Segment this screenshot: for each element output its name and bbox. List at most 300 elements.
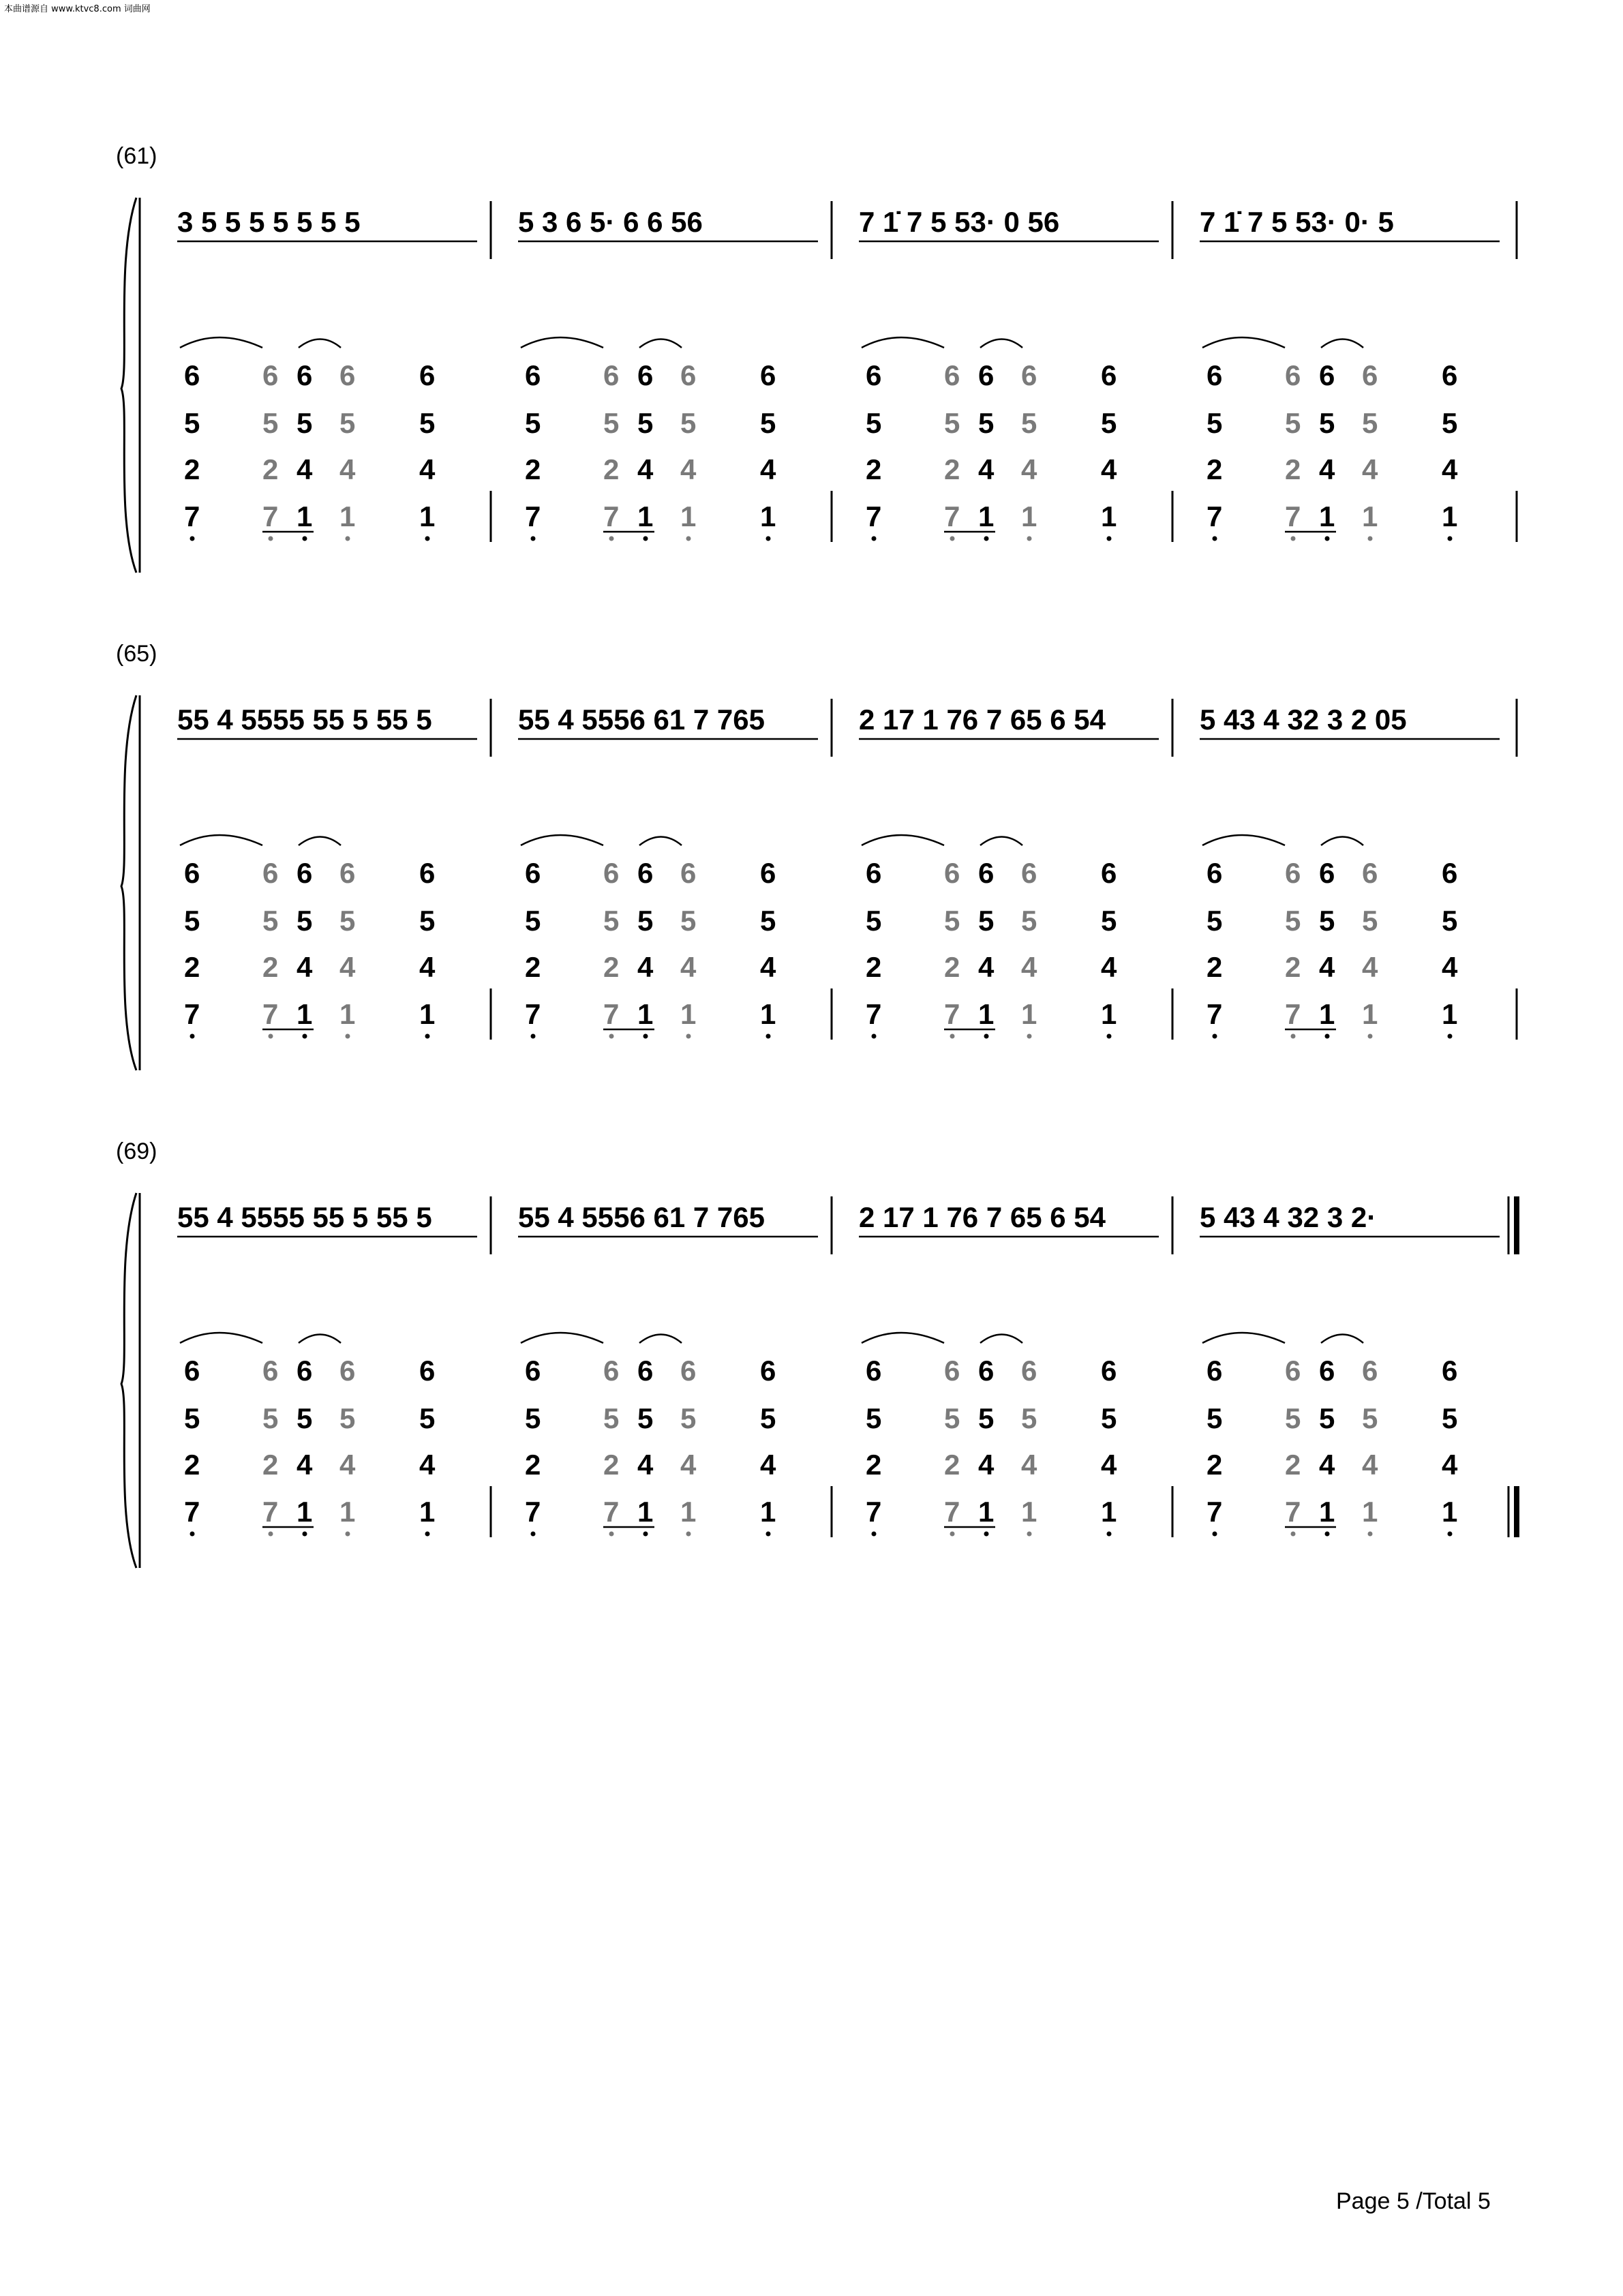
melody-measure: 5 43 4 32 3 2 05 (1200, 704, 1407, 736)
chord-note: 5 (1101, 1402, 1117, 1434)
chord-note: 5 (637, 407, 654, 439)
chord-note: 5 (944, 905, 960, 937)
octave-dot (872, 537, 877, 541)
chord-note: 4 (1442, 951, 1458, 983)
chord-note: 6 (262, 359, 279, 391)
melody-measure: 2 17 1 76 7 65 6 54 (859, 704, 1106, 736)
chord-note: 5 (1207, 1402, 1223, 1434)
chord-note: 5 (297, 1402, 313, 1434)
chord-note: 5 (339, 905, 356, 937)
chord-note: 1 (1101, 500, 1117, 532)
octave-dot (425, 1034, 430, 1039)
chord-note: 4 (419, 453, 436, 485)
chord-note: 7 (1207, 998, 1223, 1030)
chord-note: 7 (525, 500, 541, 532)
chord-note: 6 (1285, 1355, 1301, 1387)
chord-note: 6 (1362, 1355, 1378, 1387)
chord-note: 5 (525, 1402, 541, 1434)
chord-note: 1 (1101, 1496, 1117, 1528)
slur (1321, 339, 1363, 348)
chord-note: 2 (1207, 951, 1223, 983)
melody-measure: 55 4 5556 61 7 765 (518, 1201, 765, 1233)
octave-dot (1027, 1034, 1032, 1039)
chord-note: 6 (184, 359, 200, 391)
system-brace (121, 695, 136, 1070)
chord-note: 5 (1442, 407, 1458, 439)
chord-note: 6 (297, 857, 313, 889)
chord-note: 2 (262, 951, 279, 983)
chord-note: 7 (1285, 998, 1301, 1030)
chord-note: 7 (1285, 1496, 1301, 1528)
slur (862, 835, 944, 845)
chord-note: 7 (1285, 500, 1301, 532)
source-header: 本曲谱源自 www.ktvc8.com 词曲网 (4, 4, 151, 14)
chord-note: 6 (1207, 359, 1223, 391)
octave-dot (303, 1532, 307, 1537)
chord-note: 2 (525, 1449, 541, 1481)
chord-note: 2 (525, 951, 541, 983)
melody-measure: 2 17 1 76 7 65 6 54 (859, 1201, 1106, 1233)
chord-note: 6 (1442, 359, 1458, 391)
chord-note: 2 (603, 951, 620, 983)
octave-dot (346, 537, 350, 541)
chord-note: 7 (866, 500, 882, 532)
chord-note: 6 (339, 1355, 356, 1387)
chord-note: 4 (978, 453, 995, 485)
octave-dot (1325, 537, 1330, 541)
chord-note: 1 (637, 1496, 654, 1528)
chord-note: 6 (978, 1355, 995, 1387)
slur (639, 1335, 682, 1344)
chord-note: 1 (339, 998, 356, 1030)
chord-note: 5 (866, 1402, 882, 1434)
chord-note: 6 (944, 1355, 960, 1387)
octave-dot (643, 537, 648, 541)
chord-note: 4 (680, 453, 697, 485)
octave-dot (643, 1532, 648, 1537)
chord-note: 2 (603, 1449, 620, 1481)
chord-note: 4 (760, 453, 776, 485)
chord-note: 4 (760, 1449, 776, 1481)
measure-number: (69) (116, 1138, 157, 1164)
chord-note: 6 (637, 359, 654, 391)
octave-dot (686, 1034, 691, 1039)
octave-dot (1448, 1532, 1453, 1537)
chord-note: 5 (525, 905, 541, 937)
chord-note: 7 (184, 998, 200, 1030)
chord-note: 1 (680, 1496, 697, 1528)
chord-note: 1 (637, 500, 654, 532)
chord-note: 4 (1319, 951, 1335, 983)
slur (521, 1333, 603, 1343)
octave-dot (190, 1034, 195, 1039)
chord-note: 5 (1021, 407, 1037, 439)
chord-note: 6 (184, 857, 200, 889)
melody-measure: 7 1̇ 7 5 53· 0· 5 (1200, 206, 1394, 238)
chord-note: 1 (978, 1496, 995, 1528)
chord-note: 7 (262, 998, 279, 1030)
chord-note: 1 (1362, 500, 1378, 532)
octave-dot (303, 537, 307, 541)
chord-note: 7 (944, 500, 960, 532)
system-brace (121, 198, 136, 573)
chord-note: 7 (525, 998, 541, 1030)
octave-dot (609, 1532, 614, 1537)
octave-dot (1107, 1532, 1112, 1537)
chord-note: 2 (184, 951, 200, 983)
chord-note: 4 (1021, 951, 1037, 983)
chord-note: 1 (1319, 500, 1335, 532)
chord-note: 5 (297, 905, 313, 937)
slur (180, 835, 262, 845)
octave-dot (1107, 1034, 1112, 1039)
chord-note: 2 (866, 1449, 882, 1481)
chord-note: 5 (525, 407, 541, 439)
chord-note: 6 (1362, 359, 1378, 391)
octave-dot (346, 1034, 350, 1039)
chord-note: 6 (760, 1355, 776, 1387)
chord-note: 2 (944, 951, 960, 983)
chord-note: 5 (1362, 1402, 1378, 1434)
chord-note: 2 (944, 1449, 960, 1481)
chord-note: 6 (978, 857, 995, 889)
chord-note: 6 (297, 1355, 313, 1387)
chord-note: 1 (1021, 500, 1037, 532)
chord-note: 2 (603, 453, 620, 485)
chord-note: 4 (1362, 1449, 1378, 1481)
octave-dot (269, 1532, 273, 1537)
octave-dot (1213, 537, 1217, 541)
chord-note: 2 (866, 453, 882, 485)
chord-note: 6 (866, 1355, 882, 1387)
chord-note: 5 (1101, 407, 1117, 439)
chord-note: 6 (944, 359, 960, 391)
chord-note: 5 (419, 905, 436, 937)
chord-note: 4 (637, 1449, 654, 1481)
octave-dot (1448, 537, 1453, 541)
chord-note: 7 (603, 500, 620, 532)
octave-dot (531, 1034, 536, 1039)
chord-note: 5 (680, 1402, 697, 1434)
chord-note: 7 (184, 500, 200, 532)
chord-note: 6 (339, 857, 356, 889)
chord-note: 4 (680, 951, 697, 983)
chord-note: 1 (419, 500, 436, 532)
octave-dot (609, 537, 614, 541)
chord-note: 5 (978, 905, 995, 937)
chord-note: 1 (680, 998, 697, 1030)
slur (639, 339, 682, 348)
slur (299, 339, 341, 348)
chord-note: 5 (297, 407, 313, 439)
chord-note: 1 (760, 998, 776, 1030)
chord-note: 7 (1207, 500, 1223, 532)
chord-note: 1 (1362, 1496, 1378, 1528)
chord-note: 1 (1442, 1496, 1458, 1528)
chord-note: 6 (680, 359, 697, 391)
octave-dot (984, 1532, 989, 1537)
chord-note: 1 (1319, 1496, 1335, 1528)
chord-note: 2 (262, 453, 279, 485)
slur (862, 1333, 944, 1343)
octave-dot (531, 537, 536, 541)
chord-note: 5 (760, 905, 776, 937)
chord-note: 5 (1021, 1402, 1037, 1434)
chord-note: 1 (297, 1496, 313, 1528)
chord-note: 6 (339, 359, 356, 391)
slur (180, 337, 262, 348)
chord-note: 5 (1319, 1402, 1335, 1434)
chord-note: 1 (1442, 998, 1458, 1030)
chord-note: 1 (978, 500, 995, 532)
chord-note: 4 (1101, 951, 1117, 983)
octave-dot (1291, 537, 1296, 541)
chord-note: 1 (419, 998, 436, 1030)
chord-note: 7 (866, 1496, 882, 1528)
chord-note: 5 (339, 1402, 356, 1434)
chord-note: 1 (978, 998, 995, 1030)
chord-note: 1 (419, 1496, 436, 1528)
chord-note: 2 (1207, 1449, 1223, 1481)
chord-note: 6 (680, 857, 697, 889)
chord-note: 1 (1101, 998, 1117, 1030)
system-brace (121, 1193, 136, 1568)
octave-dot (1291, 1532, 1296, 1537)
chord-note: 4 (419, 1449, 436, 1481)
octave-dot (1107, 537, 1112, 541)
chord-note: 6 (525, 857, 541, 889)
chord-note: 5 (419, 1402, 436, 1434)
octave-dot (1368, 1532, 1373, 1537)
octave-dot (190, 1532, 195, 1537)
chord-note: 5 (866, 407, 882, 439)
slur (1321, 1335, 1363, 1344)
octave-dot (190, 537, 195, 541)
octave-dot (269, 1034, 273, 1039)
chord-note: 5 (262, 1402, 279, 1434)
chord-note: 6 (866, 359, 882, 391)
chord-note: 5 (1285, 407, 1301, 439)
chord-note: 2 (1285, 1449, 1301, 1481)
chord-note: 6 (1021, 1355, 1037, 1387)
octave-dot (686, 537, 691, 541)
chord-note: 6 (637, 1355, 654, 1387)
octave-dot (766, 1034, 771, 1039)
chord-note: 6 (1101, 857, 1117, 889)
octave-dot (1368, 537, 1373, 541)
chord-note: 7 (944, 1496, 960, 1528)
chord-note: 5 (603, 407, 620, 439)
chord-note: 6 (1101, 359, 1117, 391)
slur (980, 1335, 1022, 1344)
chord-note: 5 (184, 905, 200, 937)
slur (862, 337, 944, 348)
page-number: Page 5 /Total 5 (1336, 2188, 1491, 2214)
octave-dot (1213, 1034, 1217, 1039)
chord-note: 2 (525, 453, 541, 485)
chord-note: 1 (1021, 998, 1037, 1030)
chord-note: 4 (339, 453, 356, 485)
chord-note: 6 (680, 1355, 697, 1387)
chord-note: 5 (1362, 407, 1378, 439)
chord-note: 4 (339, 951, 356, 983)
chord-note: 5 (1442, 905, 1458, 937)
octave-dot (950, 1034, 955, 1039)
octave-dot (766, 537, 771, 541)
chord-note: 6 (525, 1355, 541, 1387)
slur (980, 339, 1022, 348)
octave-dot (1325, 1034, 1330, 1039)
chord-note: 4 (637, 453, 654, 485)
octave-dot (425, 537, 430, 541)
chord-note: 1 (1442, 500, 1458, 532)
chord-note: 5 (184, 1402, 200, 1434)
chord-note: 1 (339, 1496, 356, 1528)
chord-note: 7 (866, 998, 882, 1030)
chord-note: 5 (680, 905, 697, 937)
chord-note: 4 (297, 951, 313, 983)
chord-note: 6 (978, 359, 995, 391)
octave-dot (872, 1034, 877, 1039)
melody-measure: 5 43 4 32 3 2· (1200, 1201, 1377, 1233)
chord-note: 4 (1101, 453, 1117, 485)
octave-dot (609, 1034, 614, 1039)
chord-note: 6 (525, 359, 541, 391)
chord-note: 5 (339, 407, 356, 439)
octave-dot (686, 1532, 691, 1537)
chord-note: 6 (1319, 1355, 1335, 1387)
chord-note: 6 (637, 857, 654, 889)
chord-note: 4 (1362, 453, 1378, 485)
chord-note: 2 (184, 1449, 200, 1481)
octave-dot (531, 1532, 536, 1537)
chord-note: 4 (637, 951, 654, 983)
chord-note: 2 (944, 453, 960, 485)
melody-measure: 55 4 5556 61 7 765 (518, 704, 765, 736)
octave-dot (950, 537, 955, 541)
chord-note: 6 (419, 359, 436, 391)
octave-dot (425, 1532, 430, 1537)
slur (1202, 337, 1285, 348)
chord-note: 5 (680, 407, 697, 439)
slur (299, 1335, 341, 1344)
chord-note: 6 (760, 359, 776, 391)
chord-note: 5 (262, 407, 279, 439)
chord-note: 5 (603, 905, 620, 937)
chord-note: 6 (1021, 857, 1037, 889)
octave-dot (1027, 537, 1032, 541)
chord-note: 6 (760, 857, 776, 889)
octave-dot (303, 1034, 307, 1039)
chord-note: 1 (1021, 1496, 1037, 1528)
octave-dot (1291, 1034, 1296, 1039)
octave-dot (950, 1532, 955, 1537)
chord-note: 4 (1021, 1449, 1037, 1481)
chord-note: 5 (1101, 905, 1117, 937)
measure-number: (65) (116, 641, 157, 667)
octave-dot (872, 1532, 877, 1537)
chord-note: 6 (1207, 857, 1223, 889)
octave-dot (984, 1034, 989, 1039)
chord-note: 6 (1442, 1355, 1458, 1387)
chord-note: 6 (1319, 359, 1335, 391)
chord-note: 5 (1319, 905, 1335, 937)
melody-measure: 55 4 5555 55 5 55 5 (177, 704, 432, 736)
chord-note: 6 (262, 857, 279, 889)
chord-note: 6 (866, 857, 882, 889)
melody-measure: 3 5 5 5 5 5 5 5 (177, 206, 361, 238)
octave-dot (1368, 1034, 1373, 1039)
chord-note: 5 (637, 905, 654, 937)
chord-note: 1 (760, 500, 776, 532)
chord-note: 6 (1362, 857, 1378, 889)
octave-dot (1448, 1034, 1453, 1039)
chord-note: 1 (760, 1496, 776, 1528)
slur (299, 837, 341, 846)
slur (521, 835, 603, 845)
chord-note: 6 (603, 359, 620, 391)
octave-dot (269, 537, 273, 541)
chord-note: 4 (760, 951, 776, 983)
octave-dot (643, 1034, 648, 1039)
chord-note: 5 (1207, 905, 1223, 937)
chord-note: 6 (419, 857, 436, 889)
chord-note: 5 (1319, 407, 1335, 439)
chord-note: 2 (1207, 453, 1223, 485)
octave-dot (766, 1532, 771, 1537)
chord-note: 2 (866, 951, 882, 983)
chord-note: 1 (637, 998, 654, 1030)
chord-note: 5 (760, 407, 776, 439)
chord-note: 6 (603, 857, 620, 889)
chord-note: 5 (978, 407, 995, 439)
chord-note: 4 (1362, 951, 1378, 983)
chord-note: 4 (680, 1449, 697, 1481)
chord-note: 6 (1319, 857, 1335, 889)
chord-note: 7 (262, 500, 279, 532)
chord-note: 4 (978, 951, 995, 983)
slur (1321, 837, 1363, 846)
chord-note: 5 (944, 1402, 960, 1434)
chord-note: 6 (944, 857, 960, 889)
chord-note: 7 (944, 998, 960, 1030)
chord-note: 5 (603, 1402, 620, 1434)
chord-note: 7 (603, 1496, 620, 1528)
chord-note: 7 (1207, 1496, 1223, 1528)
chord-note: 6 (1207, 1355, 1223, 1387)
octave-dot (1213, 1532, 1217, 1537)
chord-note: 5 (944, 407, 960, 439)
chord-note: 6 (1101, 1355, 1117, 1387)
chord-note: 6 (297, 359, 313, 391)
chord-note: 5 (1442, 1402, 1458, 1434)
chord-note: 6 (184, 1355, 200, 1387)
chord-note: 4 (419, 951, 436, 983)
chord-note: 1 (1362, 998, 1378, 1030)
chord-note: 4 (1442, 1449, 1458, 1481)
chord-note: 5 (866, 905, 882, 937)
chord-note: 4 (339, 1449, 356, 1481)
chord-note: 7 (525, 1496, 541, 1528)
chord-note: 5 (1285, 1402, 1301, 1434)
chord-note: 5 (760, 1402, 776, 1434)
chord-note: 5 (1021, 905, 1037, 937)
chord-note: 6 (419, 1355, 436, 1387)
chord-note: 6 (1021, 359, 1037, 391)
measure-number: (61) (116, 143, 157, 169)
chord-note: 1 (339, 500, 356, 532)
chord-note: 4 (1319, 1449, 1335, 1481)
